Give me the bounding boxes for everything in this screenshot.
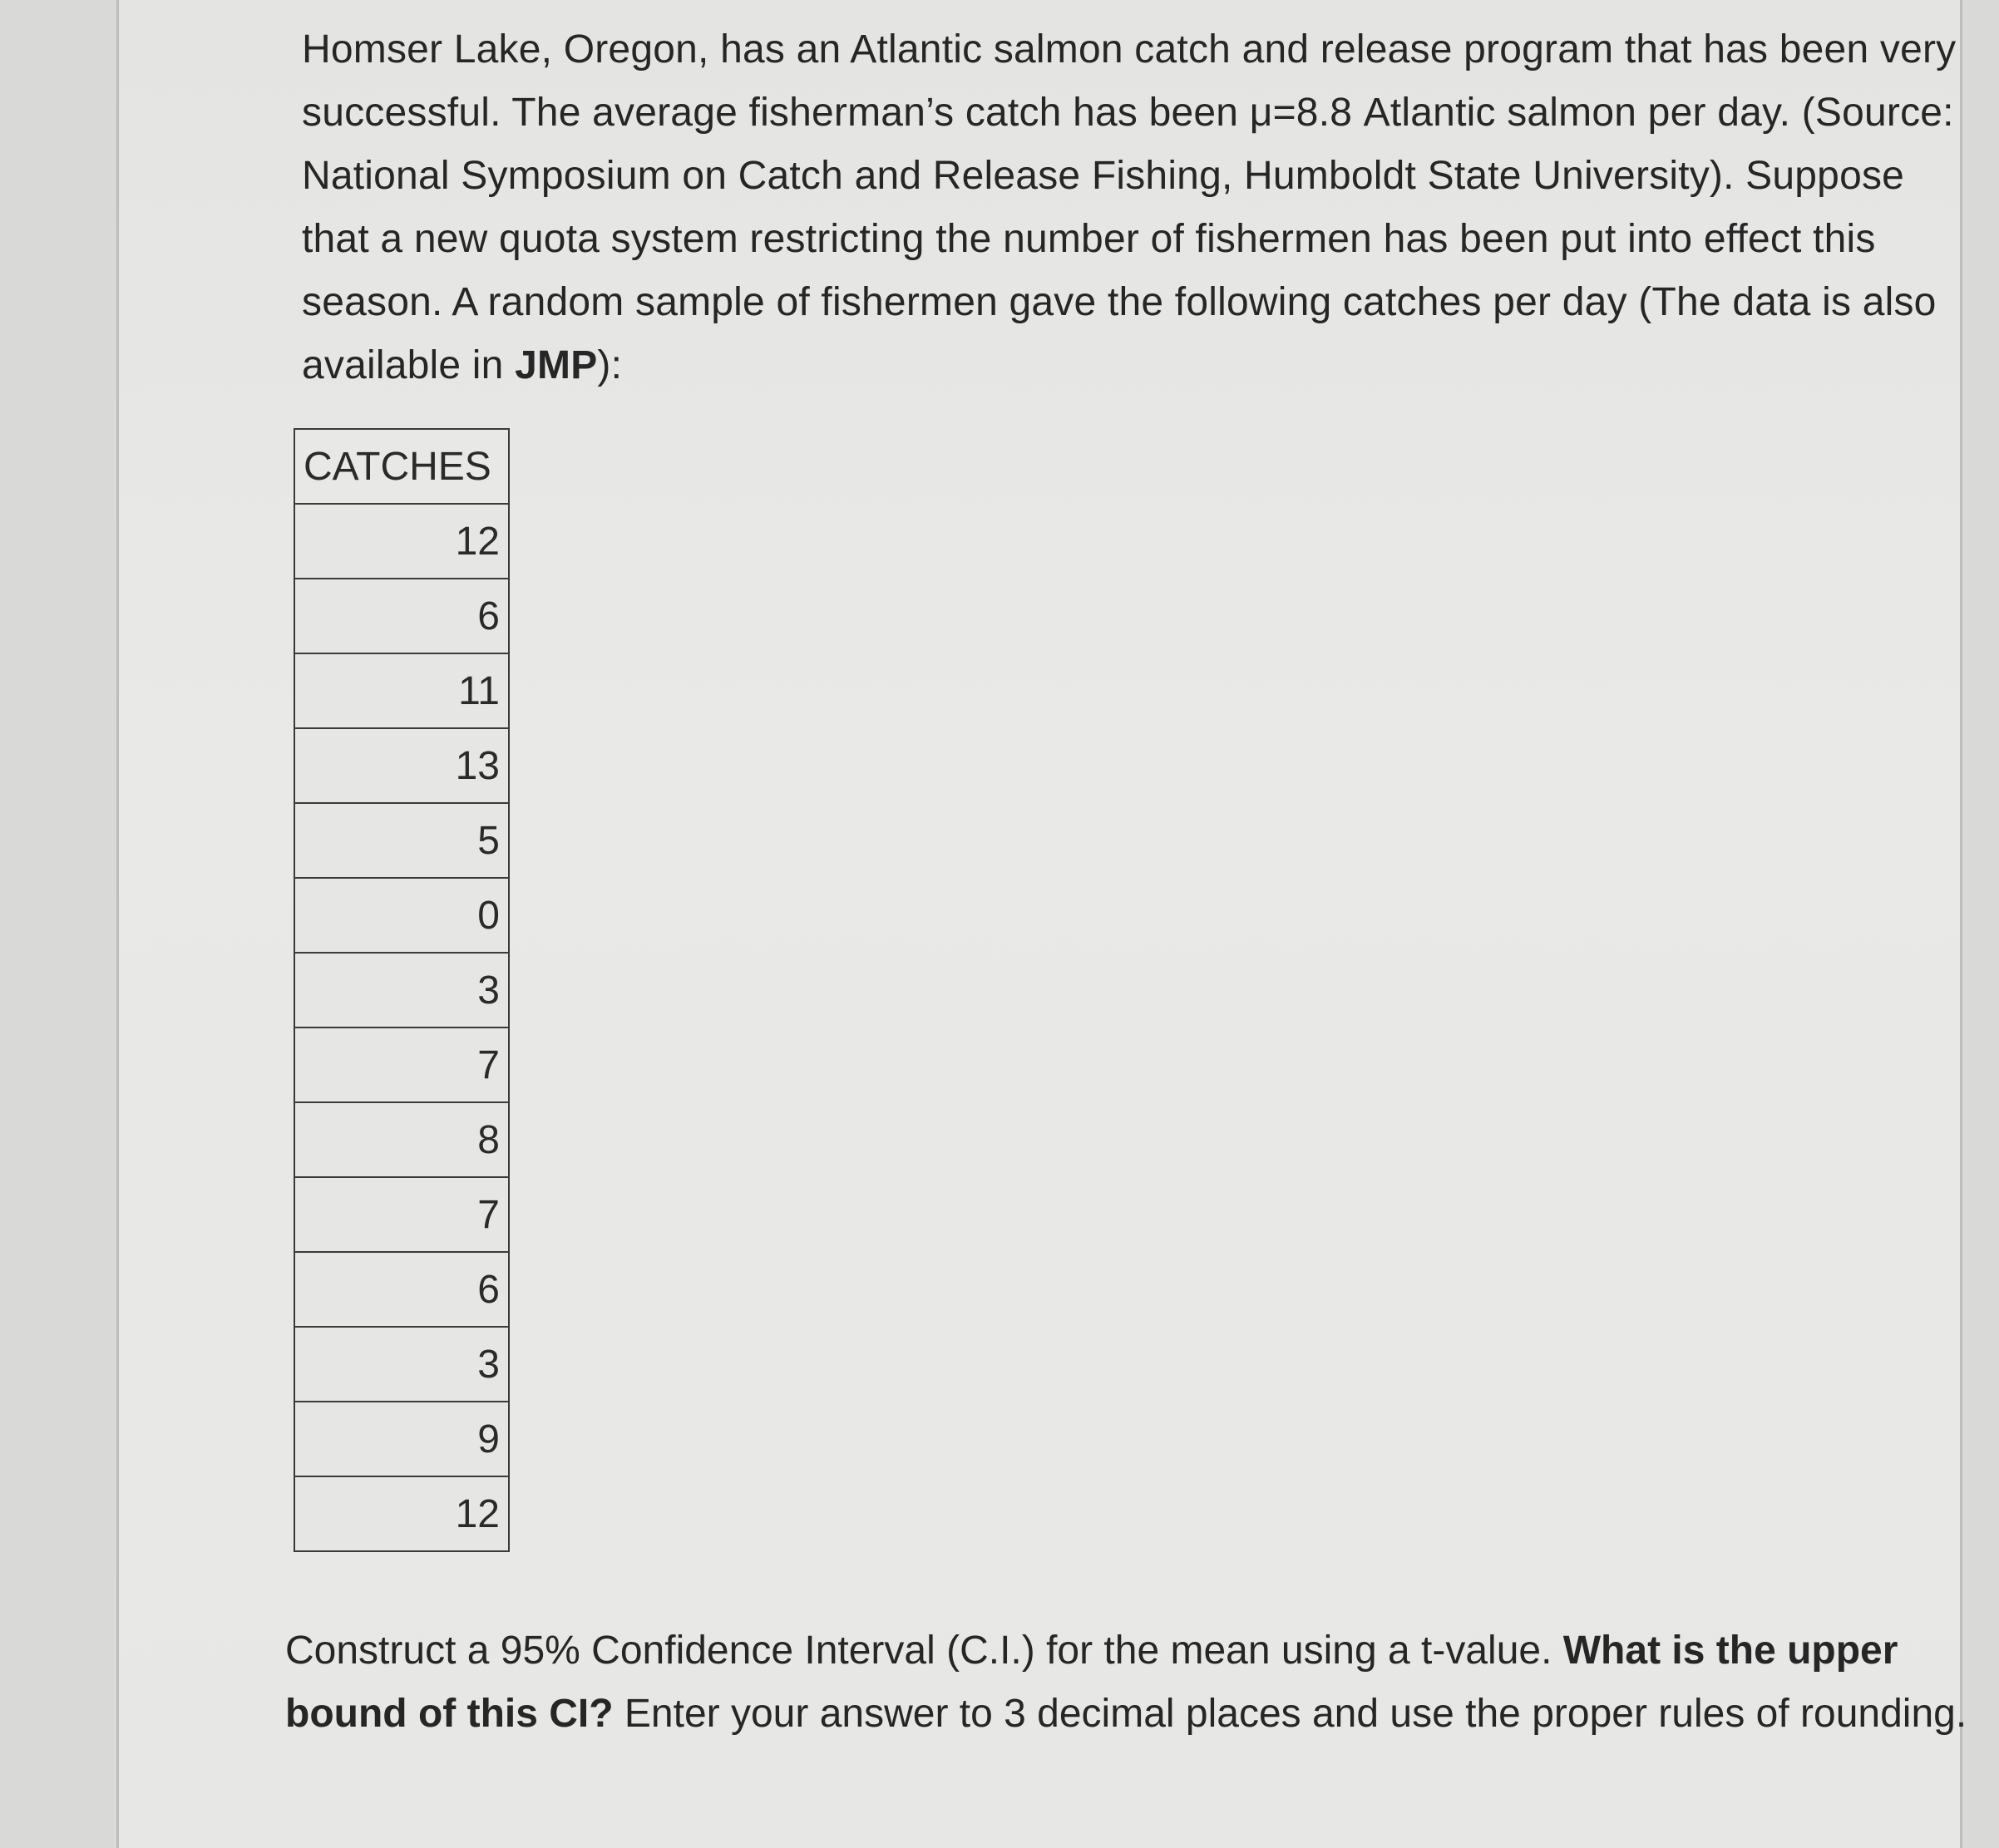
document-page (116, 0, 1967, 1848)
table-row (294, 1177, 509, 1252)
table-header-row (294, 429, 509, 504)
table-row (294, 1402, 509, 1476)
catch-value: 8 (294, 1102, 509, 1177)
problem-line: National Symposium on Catch and Release Fishing, Humboldt State University). Suppose (302, 154, 1905, 198)
table-row (294, 653, 509, 728)
problem-line (302, 334, 1998, 397)
catches-table (294, 428, 510, 1552)
problem-statement (302, 18, 1998, 397)
table-row (294, 1027, 509, 1102)
table-row (294, 728, 509, 803)
catch-value: 3 (294, 1327, 509, 1402)
question-part-1: Construct a 95% Confidence Interval (C.I.) for the mean using a t-value. (285, 1629, 1563, 1673)
table-row (294, 1252, 509, 1327)
catch-value: 12 (294, 1476, 509, 1551)
question-text (285, 1619, 1998, 1746)
catch-value: 6 (294, 1252, 509, 1327)
question-part-2: Enter your answer to 3 decimal places and use the proper rules of rounding. (613, 1692, 1967, 1736)
table-row (294, 1102, 509, 1177)
problem-line-suffix: ): (597, 343, 623, 387)
catch-value: 6 (294, 579, 509, 653)
problem-line: Homser Lake, Oregon, has an Atlantic salmon catch and release program that has been very (302, 27, 1957, 71)
table-row (294, 953, 509, 1027)
catch-value: 0 (294, 878, 509, 953)
catch-value: 3 (294, 953, 509, 1027)
table-row (294, 579, 509, 653)
catch-value: 12 (294, 504, 509, 579)
catch-value: 7 (294, 1177, 509, 1252)
problem-line: that a new quota system restricting the number of fishermen has been put into effect this (302, 217, 1876, 261)
table-row (294, 1327, 509, 1402)
table-row (294, 878, 509, 953)
table-row (294, 803, 509, 878)
catch-value: 9 (294, 1402, 509, 1476)
jmp-label: JMP (515, 343, 598, 387)
catch-value: 5 (294, 803, 509, 878)
catch-value: 7 (294, 1027, 509, 1102)
catch-value: 11 (294, 653, 509, 728)
catch-value: 13 (294, 728, 509, 803)
table-row (294, 504, 509, 579)
problem-line: successful. The average fisherman’s catch has been μ=8.8 Atlantic salmon per day. (Source: (302, 91, 1954, 135)
problem-line: season. A random sample of fishermen gave the following catches per day (The data is also (302, 280, 1937, 324)
catches-header: CATCHES (294, 429, 509, 504)
question-bold: What is the upper bound of this CI? (285, 1629, 1898, 1736)
table-row (294, 1476, 509, 1551)
problem-line-prefix: available in (302, 343, 516, 387)
